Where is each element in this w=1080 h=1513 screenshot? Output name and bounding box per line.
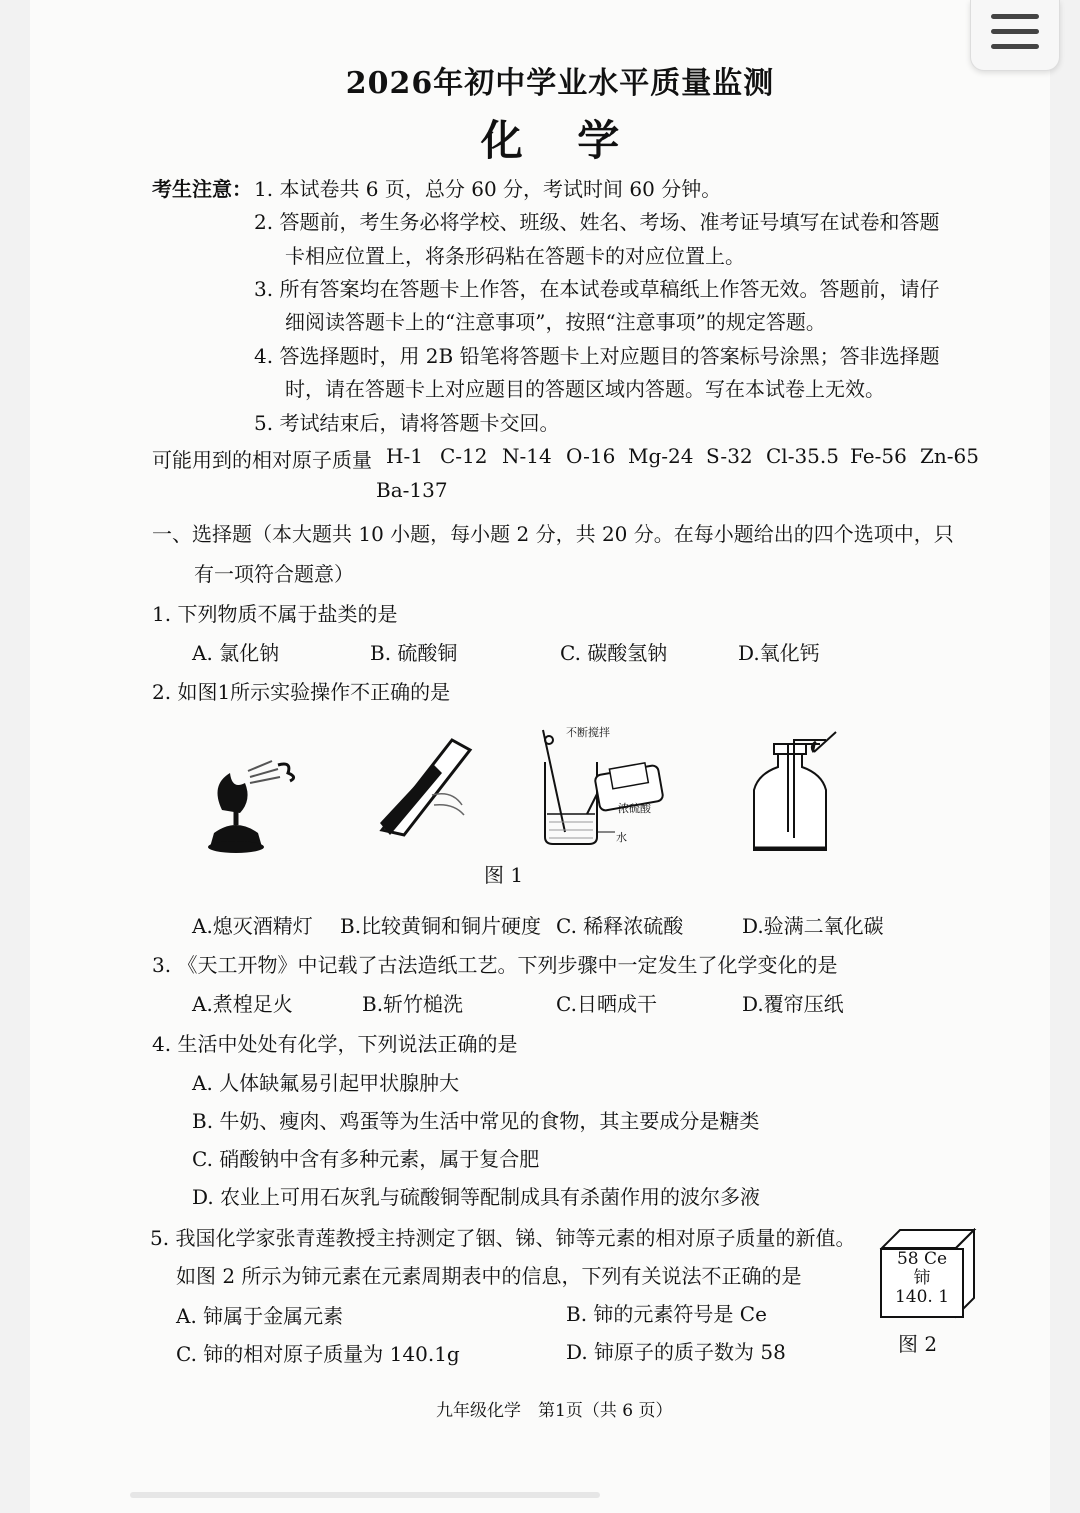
q4-option-c: C. 硝酸钠中含有多种元素，属于复合肥	[192, 1147, 540, 1171]
q4-option-b: B. 牛奶、瘦肉、鸡蛋等为生活中常见的食物，其主要成分是糖类	[192, 1109, 760, 1133]
figure-1-caption: 图 1	[484, 863, 524, 887]
note-item: 卡相应位置上，将条形码粘在答题卡的对应位置上。	[285, 244, 745, 268]
q4-option-d: D. 农业上可用石灰乳与硫酸铜等配制成具有杀菌作用的波尔多液	[192, 1185, 761, 1209]
q3-option-a: A.煮楻足火	[192, 992, 293, 1016]
q5-option-c: C. 铈的相对原子质量为 140.1g	[176, 1342, 460, 1366]
q5-option-a: A. 铈属于金属元素	[176, 1304, 344, 1328]
question-3-stem: 3. 《天工开物》中记载了古法造纸工艺。下列步骤中一定发生了化学变化的是	[152, 953, 838, 977]
atomic-mass-value: N-14	[502, 444, 552, 468]
q3-option-b: B.斩竹槌洗	[362, 992, 464, 1016]
question-4-stem: 4. 生活中处处有化学，下列说法正确的是	[152, 1032, 518, 1056]
section-heading-cont: 有一项符合题意）	[194, 562, 354, 586]
page-footer: 九年级化学 第1页（共 6 页）	[436, 1401, 673, 1421]
element-cell-cerium	[880, 1248, 964, 1318]
note-item: 时，请在答题卡上对应题目的答题区域内答题。写在本试卷上无效。	[285, 377, 885, 401]
note-item: 5. 考试结束后，请将答题卡交回。	[254, 411, 560, 435]
q1-option-c: C. 碳酸氢钠	[560, 641, 668, 665]
alcohol-lamp-illustration	[200, 755, 310, 860]
q2-option-d: D.验满二氧化碳	[742, 914, 884, 938]
atomic-mass-value: S-32	[706, 444, 753, 468]
note-item: 细阅读答题卡上的“注意事项”，按照“注意事项”的规定答题。	[285, 310, 826, 334]
notes-label: 考生注意：	[152, 177, 252, 201]
atomic-mass-value: Cl-35.5	[766, 444, 839, 468]
scroll-indicator	[130, 1492, 600, 1498]
note-item: 1. 本试卷共 6 页，总分 60 分，考试时间 60 分钟。	[254, 177, 722, 201]
q2-option-b: B.比较黄铜和铜片硬度	[340, 914, 542, 938]
figure-2-caption: 图 2	[898, 1332, 938, 1356]
atomic-mass-value: Fe-56	[850, 444, 907, 468]
q5-option-d: D. 铈原子的质子数为 58	[566, 1340, 786, 1364]
q1-option-a: A. 氯化钠	[192, 641, 280, 665]
question-5-stem: 5. 我国化学家张青莲教授主持测定了铟、锑、铈等元素的相对原子质量的新值。	[150, 1226, 856, 1250]
q2-option-c: C. 稀释浓硫酸	[556, 914, 684, 938]
subject-title: 化 学	[480, 116, 640, 165]
figure-label-acid: 浓硫酸	[618, 802, 651, 815]
atomic-mass-value: Mg-24	[628, 444, 694, 468]
menu-icon-bar	[991, 29, 1039, 34]
section-heading: 一、选择题（本大题共 10 小题，每小题 2 分，共 20 分。在每小题给出的四个选项中，只	[152, 522, 954, 546]
q2-option-a: A.熄灭酒精灯	[192, 914, 313, 938]
exam-title: 2026年初中学业水平质量监测	[345, 66, 775, 101]
element-number-symbol: 58 Ce	[896, 1249, 948, 1269]
q3-option-d: D.覆帘压纸	[742, 992, 844, 1016]
gas-bottle-illustration	[740, 722, 850, 854]
menu-icon	[991, 14, 1039, 19]
atomic-mass-value: H-1	[386, 444, 423, 468]
q1-option-b: B. 硫酸铜	[370, 641, 458, 665]
figure-label-stir: 不断搅拌	[566, 726, 610, 739]
atomic-mass-value: Ba-137	[376, 478, 448, 502]
figure-label-water: 水	[616, 831, 627, 844]
element-mass: 140. 1	[894, 1287, 950, 1307]
atomic-mass-label: 可能用到的相对原子质量	[152, 448, 372, 472]
note-item: 4. 答选择题时，用 2B 铅笔将答题卡上对应题目的答案标号涂黑；答非选择题	[254, 344, 940, 368]
note-item: 3. 所有答案均在答题卡上作答，在本试卷或草稿纸上作答无效。答题前，请仔	[254, 277, 940, 301]
metal-hardness-illustration	[372, 735, 482, 845]
question-1-stem: 1. 下列物质不属于盐类的是	[152, 602, 398, 626]
q5-option-b: B. 铈的元素符号是 Ce	[566, 1302, 767, 1326]
element-name: 铈	[913, 1268, 931, 1288]
q1-option-d: D.氧化钙	[738, 641, 820, 665]
question-5-stem-cont: 如图 2 所示为铈元素在元素周期表中的信息，下列有关说法不正确的是	[176, 1264, 802, 1288]
atomic-mass-value: O-16	[566, 444, 616, 468]
menu-icon-bar	[991, 44, 1039, 49]
note-item: 2. 答题前，考生务必将学校、班级、姓名、考场、准考证号填写在试卷和答题	[254, 210, 940, 234]
dilution-illustration	[535, 722, 675, 852]
atomic-mass-value: Zn-65	[920, 444, 979, 468]
atomic-mass-value: C-12	[440, 444, 488, 468]
q4-option-a: A. 人体缺氟易引起甲状腺肿大	[192, 1071, 460, 1095]
q3-option-c: C.日晒成干	[556, 992, 657, 1016]
question-2-stem: 2. 如图1所示实验操作不正确的是	[152, 680, 451, 704]
